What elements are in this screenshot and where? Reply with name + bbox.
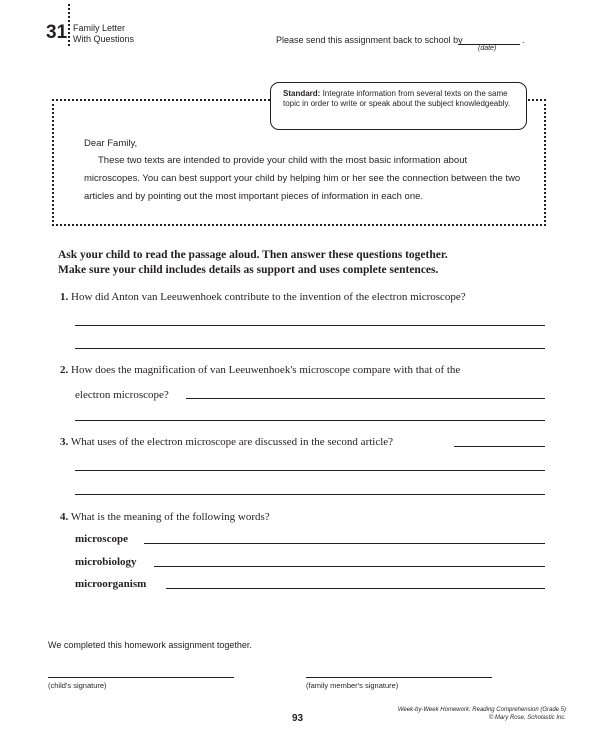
answer-line[interactable]	[186, 398, 545, 399]
answer-line[interactable]	[75, 420, 545, 421]
answer-line[interactable]	[144, 543, 545, 544]
question-3	[60, 436, 393, 448]
question-text: How did Anton van Leeuwenhoek contribute to the invention of the electron microscope?	[71, 291, 466, 303]
unit-divider	[68, 4, 70, 46]
question-text: What uses of the electron microscope are discussed in the second article?	[70, 436, 394, 448]
page-number: 93	[292, 713, 304, 724]
date-period: .	[522, 35, 525, 45]
child-signature-line[interactable]	[48, 677, 234, 678]
completed-statement: We completed this homework assignment together.	[48, 640, 252, 650]
question-number: 2.	[60, 364, 69, 376]
standard-text: Integrate information from several texts on the same topic in order to write or speak about the subject knowledgeably.	[283, 89, 511, 108]
family-signature-label: (family member's signature)	[306, 681, 399, 690]
question-text: What is the meaning of the following words?	[70, 511, 270, 523]
credit-line1: Week-by-Week Homework: Reading Comprehension (Grade 5)	[397, 707, 566, 713]
credit	[360, 706, 566, 722]
question-number: 3.	[60, 436, 69, 448]
family-signature-line[interactable]	[306, 677, 492, 678]
answer-line[interactable]	[75, 348, 545, 349]
word-microorganism: microorganism	[75, 578, 147, 590]
question-text: How does the magnification of van Leeuwenhoek's microscope compare with that of the	[71, 364, 461, 376]
word-microscope: microscope	[75, 533, 128, 545]
standard-label: Standard:	[283, 89, 321, 98]
date-label: (date)	[478, 45, 497, 52]
unit-title-line1: Family Letter	[73, 23, 126, 33]
credit-line2: © Mary Rose, Scholastic Inc.	[488, 715, 566, 721]
child-signature-label: (child's signature)	[48, 681, 107, 690]
question-2	[60, 364, 460, 376]
answer-line[interactable]	[166, 588, 545, 589]
answer-line[interactable]	[454, 446, 545, 447]
send-back-instruction: Please send this assignment back to school by	[276, 35, 463, 45]
instructions	[58, 248, 558, 278]
instructions-line1: Ask your child to read the passage aloud. Then answer these questions together.	[58, 249, 448, 261]
unit-number: 31	[46, 22, 68, 43]
unit-title	[73, 23, 134, 45]
letter-body: These two texts are intended to provide your child with the most basic information about microscopes. You can best support your child by helping him or her see the connection between the two articles and by pointing out the most important pieces of information in each one.	[84, 155, 521, 202]
question-4	[60, 511, 270, 523]
unit-title-line2: With Questions	[73, 34, 135, 44]
question-2-continued: electron microscope?	[75, 389, 169, 401]
instructions-line2: Make sure your child includes details as support and uses complete sentences.	[58, 264, 439, 276]
question-number: 1.	[60, 291, 69, 303]
answer-line[interactable]	[75, 325, 545, 326]
word-microbiology: microbiology	[75, 556, 137, 568]
question-number: 4.	[60, 511, 69, 523]
question-1	[60, 291, 466, 303]
answer-line[interactable]	[75, 494, 545, 495]
letter-greeting: Dear Family,	[84, 138, 138, 149]
answer-line[interactable]	[154, 566, 545, 567]
standard-box	[270, 82, 527, 130]
answer-line[interactable]	[75, 470, 545, 471]
